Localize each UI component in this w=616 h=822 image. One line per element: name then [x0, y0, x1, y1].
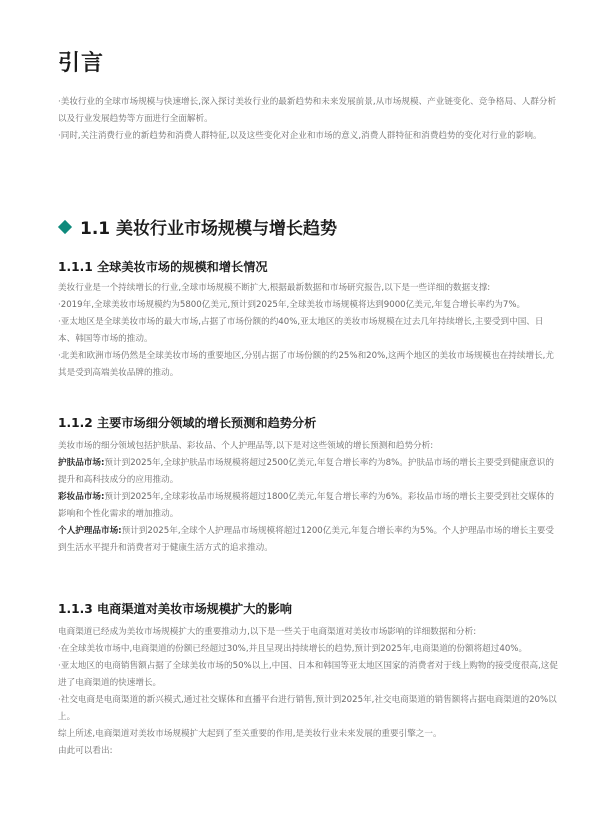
body-paragraph: ·亚太地区是全球美妆市场的最大市场,占据了市场份额的约40%,亚太地区的美妆市场规模在过去几年持续增长,主要受到中国、日本、韩国等市场的推动。	[58, 317, 544, 344]
intro-paragraph: ·同时,关注消费行业的新趋势和消费人群特征,以及这些变化对企业和市场的意义,消费人群特征和消费趋势的变化对行业的影响。	[58, 131, 542, 141]
body-paragraph: 由此可以看出:	[58, 746, 113, 756]
page-title: 引言	[58, 51, 105, 76]
body-paragraph: ·社交电商是电商渠道的新兴模式,通过社交媒体和直播平台进行销售,预计到2025年,社交电商渠道的销售额将占据电商渠道的20%以上。	[58, 695, 557, 722]
item-label: 护肤品市场:	[58, 458, 105, 468]
item-text: 预计到2025年,全球彩妆品市场规模将超过1800亿美元,年复合增长率约为6%。彩妆品市场的增长主要受到社交媒体的影响和个性化需求的增加推动。	[58, 492, 554, 519]
subsection-body	[58, 280, 558, 382]
body-paragraph: 美妆行业是一个持续增长的行业,全球市场规模不断扩大,根据最新数据和市场研究报告,以下是一些详细的数据支撑:	[58, 283, 491, 293]
section-heading	[58, 214, 337, 239]
body-paragraph: 电商渠道已经成为美妆市场规模扩大的重要推动力,以下是一些关于电商渠道对美妆市场影响的详细数据和分析:	[58, 627, 477, 637]
list-item	[58, 523, 558, 557]
list-item	[58, 489, 558, 523]
section-heading-text: 1.1 美妆行业市场规模与增长趋势	[80, 219, 338, 239]
item-label: 个人护理品市场:	[58, 526, 122, 536]
body-paragraph: ·在全球美妆市场中,电商渠道的份额已经超过30%,并且呈现出持续增长的趋势,预计到2025年,电商渠道的份额将超过40%。	[58, 644, 528, 654]
diamond-bullet-icon	[58, 219, 72, 233]
item-text: 预计到2025年,全球个人护理品市场规模将超过1200亿美元,年复合增长率约为5%。个人护理品市场的增长主要受到生活水平提升和消费者对于健康生活方式的追求推动。	[58, 526, 554, 553]
subsection-heading: 1.1.2 主要市场细分领域的增长预测和趋势分析	[58, 416, 317, 430]
body-paragraph: ·北美和欧洲市场仍然是全球美妆市场的重要地区,分别占据了市场份额的约25%和20%,这两个地区的美妆市场规模也在持续增长,尤其是受到高端美妆品牌的推动。	[58, 351, 555, 378]
subsection-body	[58, 438, 558, 557]
body-paragraph: 综上所述,电商渠道对美妆市场规模扩大起到了至关重要的作用,是美妆行业未来发展的重要引擎之一。	[58, 729, 442, 739]
body-paragraph: ·亚太地区的电商销售额占据了全球美妆市场的50%以上,中国、日本和韩国等亚太地区国家的消费者对于线上购物的接受度很高,这促进了电商渠道的快速增长。	[58, 661, 558, 688]
subsection-body	[58, 624, 558, 760]
item-label: 彩妆品市场:	[58, 492, 105, 502]
item-text: 预计到2025年,全球护肤品市场规模将超过2500亿美元,年复合增长率约为8%。护肤品市场的增长主要受到健康意识的提升和高科技成分的应用推动。	[58, 458, 554, 485]
intro-section	[58, 94, 558, 145]
list-item	[58, 455, 558, 489]
body-paragraph: ·2019年,全球美妆市场规模约为5800亿美元,预计到2025年,全球美妆市场规模将达到9000亿美元,年复合增长率约为7%。	[58, 300, 526, 310]
subsection-heading: 1.1.1 全球美妆市场的规模和增长情况	[58, 260, 268, 274]
body-paragraph: 美妆市场的细分领域包括护肤品、彩妆品、个人护理品等,以下是对这些领域的增长预测和趋势分析:	[58, 441, 434, 451]
intro-paragraph: ·美妆行业的全球市场规模与快速增长,深入探讨美妆行业的最新趋势和未来发展前景,从市场规模、产业链变化、竞争格局、人群分析以及行业发展趋势等方面进行全面解析。	[58, 97, 557, 124]
subsection-heading: 1.1.3 电商渠道对美妆市场规模扩大的影响	[58, 602, 292, 616]
